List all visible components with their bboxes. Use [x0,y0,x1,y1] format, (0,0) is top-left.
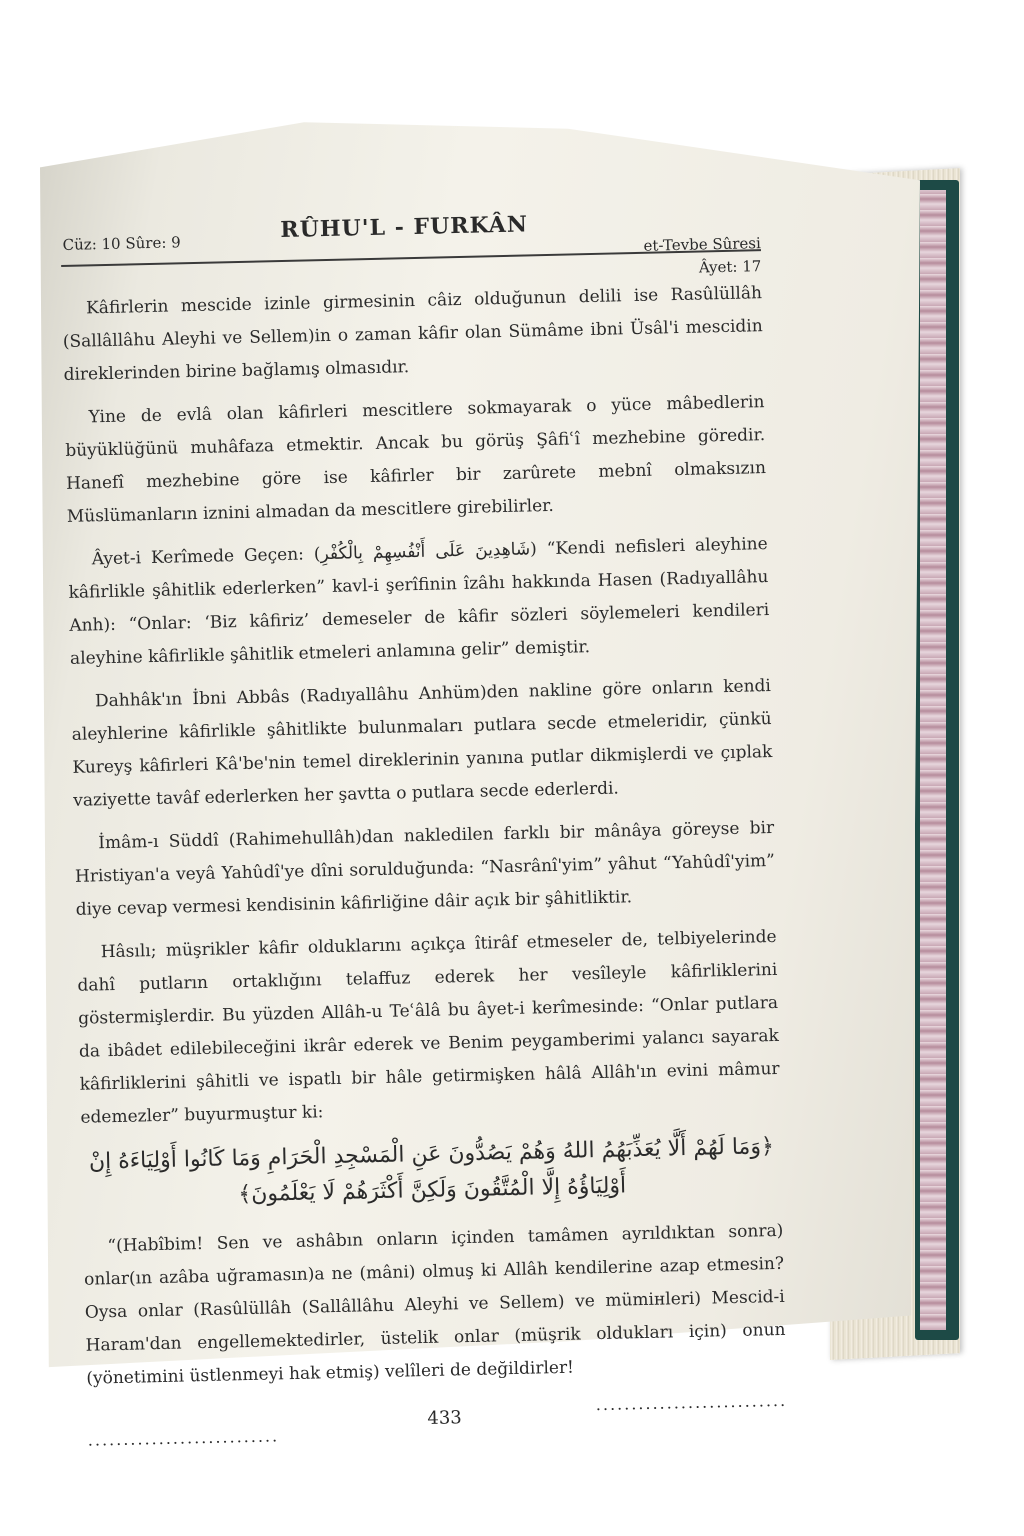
page-content [60,199,788,1450]
page-footer [87,1390,788,1450]
footer-dots-left: ........................... [87,1426,280,1450]
paragraph: İmâm-ı Süddî (Rahimehullâh)dan nakledilen farklı bir mânâya göreyse bir Hristiyan'a veyâ Yahûdî'ye dîni sorulduğunda: “Nasrânî'yim” yâhut “Yahûdî'yim” diye cevap vermesi kendisinin kâfirliğine dâir açık bir şâhitliktir. [74,817,776,920]
footer-dots-right: ........................... [595,1390,788,1415]
surah-name: et-Tevbe Sûresi [643,234,762,255]
paragraph: Âyet-i Kerîmede Geçen: (شَاهِدِينَ عَلَى أَنْفُسِهِمْ بِالْكُفْرِ) “Kendi nefisleri aleyhine kâfirlikle şâhitlik ederlerken” kavl-i şerîfinin îzâhı hakkında Hasen (Radıyallâhu Anh): “Onlar: ‘Biz kâfiriz’ demeseler de kâfir sözleri söylemeleri kendileri aleyhine kâfirlikle şâhitlik etmeleri anlamına gelir” demiştir. [68,534,770,669]
paragraph: Hâsılı; müşrikler kâfir olduklarını açıkça îtirâf etmeseler de, telbiyelerinde dahî putların ortaklığını telaffuz ederek her vesîleyle kâfirliklerini göstermişlerdir. Bu yüzden Allâh-u Teʿâlâ bu âyet-i kerîmesinde: “Onlar putlara da ibâdet edilebileceğini ikrâr ederek ve Benim peygamberimi yalancı sayarak kâfirliklerini şâhitli ve ispatlı bir hâle getirmişken hâlâ Allâh'ın evini mâmur edemezler” buyurmuştur ki: [77,926,780,1128]
book-title: RÛHU'L - FURKÂN [280,211,529,244]
paragraph: Kâfirlerin mescide izinle girmesinin câiz olduğunun delili ise Rasûlüllâh (Sallâllâhu Aleyhi ve Sellem)in o zaman kâfir olan Sümâme ibni Üsâl'i mescidin direklerinden birine bağlamış olmasıdır. [62,283,763,385]
arabic-verse: ﴿وَمَا لَهُمْ أَلَّا يُعَذِّبَهُمُ اللهُ وَهُمْ يَصُدُّونَ عَنِ الْمَسْجِدِ الْحَرَامِ وَمَا كَانُوا أَوْلِيَاءَهُ إِنْ أَوْلِيَاؤُهُ إِلَّا الْمُتَّقُونَ وَلَكِنَّ أَكْثَرَهُمْ لَا يَعْلَمُونَ﴾ [88,1134,775,1208]
page-number: 433 [427,1407,462,1429]
translation-paragraph: “(Habîbim! Sen ve ashâbın onların içinden tamâmen ayrıldıktan sonra) onlar(ın azâba uğramasın)a ne (mâni) olmuş ki Allâh kendilerine azap etmesin? Oysa onlar (Rasûlüllâh (Sallâllâhu Aleyhi ve Sellem) ve mümінleri) Mescid-i Haram'dan engellemektedirler, üstelik onlar (müşrik oldukları için) onun (yönetimini üstlenmeyi hak etmiş) velîleri de değildirler! [83,1220,786,1389]
paragraph: Dahhâk'ın İbni Abbâs (Radıyallâhu Anhüm)den nakline göre onların kendi aleyhlerine kâfirlikle şâhitlikte bulunmaları putlara secde etmeleridir, çünkü Kureyş kâfirleri Kâ'be'nin temel direklerinin yanına putlar dikmişlerdi ve çıplak vaziyette tavâf ederlerken her şavtta o putlara secde ederlerdi. [71,675,773,811]
ayet-number: Âyet: 17 [698,257,762,277]
marbled-edge [920,190,946,1330]
paragraph: Yine de evlâ olan kâfirleri mescitlere sokmayarak o yüce mâbedlerin büyüklüğünü muhâfaza etmektir. Ancak bu görüş Şâfiʿî mezhebine göredir. Hanefî mezhebine göre ise kâfirler bir zarûrete mebnî olmaksızın Müslümanların iznini almadan da mescitlere girebilirler. [65,392,767,527]
juz-surah-label: Cüz: 10 Sûre: 9 [62,233,181,254]
